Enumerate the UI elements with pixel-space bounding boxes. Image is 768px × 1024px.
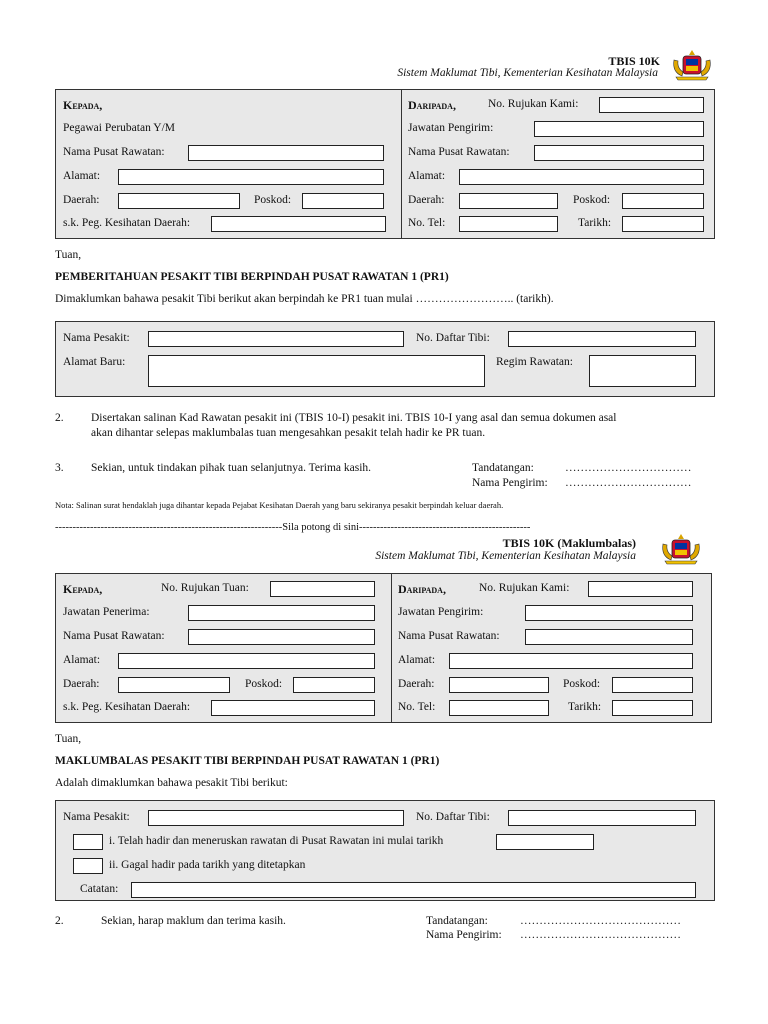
- nama-pesakit-label: Nama Pesakit:: [63, 332, 130, 344]
- no-rujukan-kami-label-2: No. Rujukan Kami:: [479, 582, 570, 594]
- regim-rawatan-field[interactable]: [589, 355, 696, 387]
- jawatan-pengirim-label-2: Jawatan Pengirim:: [398, 606, 484, 618]
- sk-peg-label: s.k. Peg. Kesihatan Daerah:: [63, 217, 191, 229]
- poskod-field-right[interactable]: [622, 193, 704, 209]
- tandatangan-label: Tandatangan:: [472, 462, 534, 474]
- tandatangan-label-2: Tandatangan:: [426, 915, 488, 927]
- nama-pesakit-field[interactable]: [148, 331, 404, 347]
- sk-peg-field-2[interactable]: [211, 700, 375, 716]
- alamat-label-2: Alamat:: [63, 654, 101, 666]
- alamat-baru-label: Alamat Baru:: [63, 356, 126, 368]
- daerah-field-2r[interactable]: [449, 677, 549, 693]
- nama-pesakit-field-2[interactable]: [148, 810, 404, 826]
- nama-pengirim-label-2: Nama Pengirim:: [426, 929, 502, 941]
- daerah-label: Daerah:: [63, 194, 100, 206]
- para2-number: 2.: [55, 412, 64, 424]
- no-tel-label: No. Tel:: [408, 217, 446, 229]
- daerah-field-right[interactable]: [459, 193, 558, 209]
- nama-pusat-rawatan-label-2r: Nama Pusat Rawatan:: [398, 630, 500, 642]
- intro-text: Dimaklumkan bahawa pesakit Tibi berikut akan berpindah ke PR1 tuan mulai …………………….. (tarikh).: [55, 293, 554, 305]
- tarikh-label-2: Tarikh:: [568, 701, 602, 713]
- sk-peg-label-2: s.k. Peg. Kesihatan Daerah:: [63, 701, 191, 713]
- jawatan-penerima-label: Jawatan Penerima:: [63, 606, 150, 618]
- tarikh-field-2[interactable]: [612, 700, 693, 716]
- poskod-field-2r[interactable]: [612, 677, 693, 693]
- no-rujukan-kami-label: No. Rujukan Kami:: [488, 98, 579, 110]
- intro-text-2: Adalah dimaklumkan bahawa pesakit Tibi berikut:: [55, 777, 288, 789]
- sk-peg-field[interactable]: [211, 216, 386, 232]
- no-rujukan-tuan-label: No. Rujukan Tuan:: [161, 582, 249, 594]
- form-code: TBIS 10K: [608, 54, 660, 68]
- poskod-label: Poskod:: [254, 194, 292, 206]
- alamat-field-right[interactable]: [459, 169, 704, 185]
- nama-pusat-rawatan-label: Nama Pusat Rawatan:: [63, 146, 165, 158]
- daripada-label-2: Daripada,: [398, 582, 446, 596]
- kepada-label: Kepada,: [63, 98, 103, 112]
- daerah-field-2[interactable]: [118, 677, 230, 693]
- alamat-label-right: Alamat:: [408, 170, 446, 182]
- hadir-checkbox[interactable]: [73, 834, 103, 850]
- hadir-option-label: i. Telah hadir dan meneruskan rawatan di Pusat Rawatan ini mulai tarikh: [109, 835, 444, 847]
- tarikh-field[interactable]: [622, 216, 704, 232]
- daerah-label-2r: Daerah:: [398, 678, 435, 690]
- letter-heading: PEMBERITAHUAN PESAKIT TIBI BERPINDAH PUSAT RAWATAN 1 (PR1): [55, 271, 449, 283]
- jawatan-pengirim-field[interactable]: [534, 121, 704, 137]
- para2-text-2: Sekian, harap maklum dan terima kasih.: [101, 915, 286, 927]
- coat-of-arms-icon: [659, 532, 703, 566]
- daerah-label-2: Daerah:: [63, 678, 100, 690]
- no-daftar-tibi-label: No. Daftar Tibi:: [416, 332, 490, 344]
- nota-text: Nota: Salinan surat hendaklah juga dihantar kepada Pejabat Kesihatan Daerah yang baru sekiranya pesakit berpindah keluar daerah.: [55, 500, 504, 510]
- daerah-field[interactable]: [118, 193, 240, 209]
- nama-pesakit-label-2: Nama Pesakit:: [63, 811, 130, 823]
- daripada-label: Daripada,: [408, 98, 456, 112]
- address-box-2: [55, 573, 712, 723]
- nama-pengirim-dots-2: ……………………………………: [520, 929, 681, 941]
- nama-pusat-rawatan-field-right[interactable]: [534, 145, 704, 161]
- salutation-2: Tuan,: [55, 733, 82, 745]
- tarikh-hadir-field[interactable]: [496, 834, 594, 850]
- nama-pusat-rawatan-label-right: Nama Pusat Rawatan:: [408, 146, 510, 158]
- nama-pusat-rawatan-field-2r[interactable]: [525, 629, 693, 645]
- no-daftar-tibi-label-2: No. Daftar Tibi:: [416, 811, 490, 823]
- alamat-baru-field[interactable]: [148, 355, 485, 387]
- tandatangan-dots-2: ……………………………………: [520, 915, 681, 927]
- poskod-label-2: Poskod:: [245, 678, 283, 690]
- nama-pusat-rawatan-field[interactable]: [188, 145, 384, 161]
- para2-line1: Disertakan salinan Kad Rawatan pesakit ini (TBIS 10-I) pesakit ini. TBIS 10-I yang asal dan semua dokumen asal: [91, 412, 617, 424]
- gagal-hadir-option-label: ii. Gagal hadir pada tarikh yang ditetapkan: [109, 859, 306, 871]
- nama-pusat-rawatan-label-2: Nama Pusat Rawatan:: [63, 630, 165, 642]
- salutation: Tuan,: [55, 249, 82, 261]
- no-rujukan-kami-field-2[interactable]: [588, 581, 693, 597]
- para3-number: 3.: [55, 462, 64, 474]
- system-name-2: Sistem Maklumat Tibi, Kementerian Kesihatan Malaysia: [375, 550, 636, 562]
- pegawai-label: Pegawai Perubatan Y/M: [63, 122, 175, 134]
- no-rujukan-kami-field[interactable]: [599, 97, 704, 113]
- para2-line2: akan dihantar selepas maklumbalas tuan mengesahkan pesakit telah hadir ke PR tuan.: [91, 427, 486, 439]
- nama-pengirim-dots: ……………………………: [565, 477, 692, 489]
- tarikh-label: Tarikh:: [578, 217, 612, 229]
- poskod-field[interactable]: [302, 193, 384, 209]
- alamat-label: Alamat:: [63, 170, 101, 182]
- system-name: Sistem Maklumat Tibi, Kementerian Kesihatan Malaysia: [397, 67, 658, 79]
- jawatan-penerima-field[interactable]: [188, 605, 375, 621]
- para2-number-2: 2.: [55, 915, 64, 927]
- jawatan-pengirim-label: Jawatan Pengirim:: [408, 122, 494, 134]
- catatan-field[interactable]: [131, 882, 696, 898]
- poskod-label-2r: Poskod:: [563, 678, 601, 690]
- no-tel-label-2: No. Tel:: [398, 701, 436, 713]
- alamat-label-2r: Alamat:: [398, 654, 436, 666]
- nama-pengirim-label: Nama Pengirim:: [472, 477, 548, 489]
- jawatan-pengirim-field-2[interactable]: [525, 605, 693, 621]
- nama-pusat-rawatan-field-2[interactable]: [188, 629, 375, 645]
- para3-text: Sekian, untuk tindakan pihak tuan selanjutnya. Terima kasih.: [91, 462, 372, 474]
- letter-heading-2: MAKLUMBALAS PESAKIT TIBI BERPINDAH PUSAT RAWATAN 1 (PR1): [55, 755, 440, 767]
- poskod-field-2[interactable]: [293, 677, 375, 693]
- coat-of-arms-icon: [670, 48, 714, 82]
- alamat-field-2[interactable]: [118, 653, 375, 669]
- patient-box-2: [55, 800, 715, 901]
- alamat-field-2r[interactable]: [449, 653, 693, 669]
- kepada-label-2: Kepada,: [63, 582, 103, 596]
- cut-line: -----------------------------------------------------------------Sila potong di sini-------------------------------------------------: [55, 522, 531, 533]
- tandatangan-dots: ……………………………: [565, 462, 692, 474]
- no-tel-field[interactable]: [459, 216, 558, 232]
- form-code-2: TBIS 10K (Maklumbalas): [502, 536, 636, 550]
- catatan-label: Catatan:: [80, 883, 119, 895]
- no-rujukan-tuan-field[interactable]: [270, 581, 375, 597]
- regim-rawatan-label: Regim Rawatan:: [496, 356, 573, 368]
- alamat-field[interactable]: [118, 169, 384, 185]
- patient-box-1: [55, 321, 715, 397]
- daerah-label-right: Daerah:: [408, 194, 445, 206]
- no-daftar-tibi-field-2[interactable]: [508, 810, 696, 826]
- gagal-hadir-checkbox[interactable]: [73, 858, 103, 874]
- no-daftar-tibi-field[interactable]: [508, 331, 696, 347]
- poskod-label-right: Poskod:: [573, 194, 611, 206]
- no-tel-field-2[interactable]: [449, 700, 549, 716]
- address-box-1: [55, 89, 715, 239]
